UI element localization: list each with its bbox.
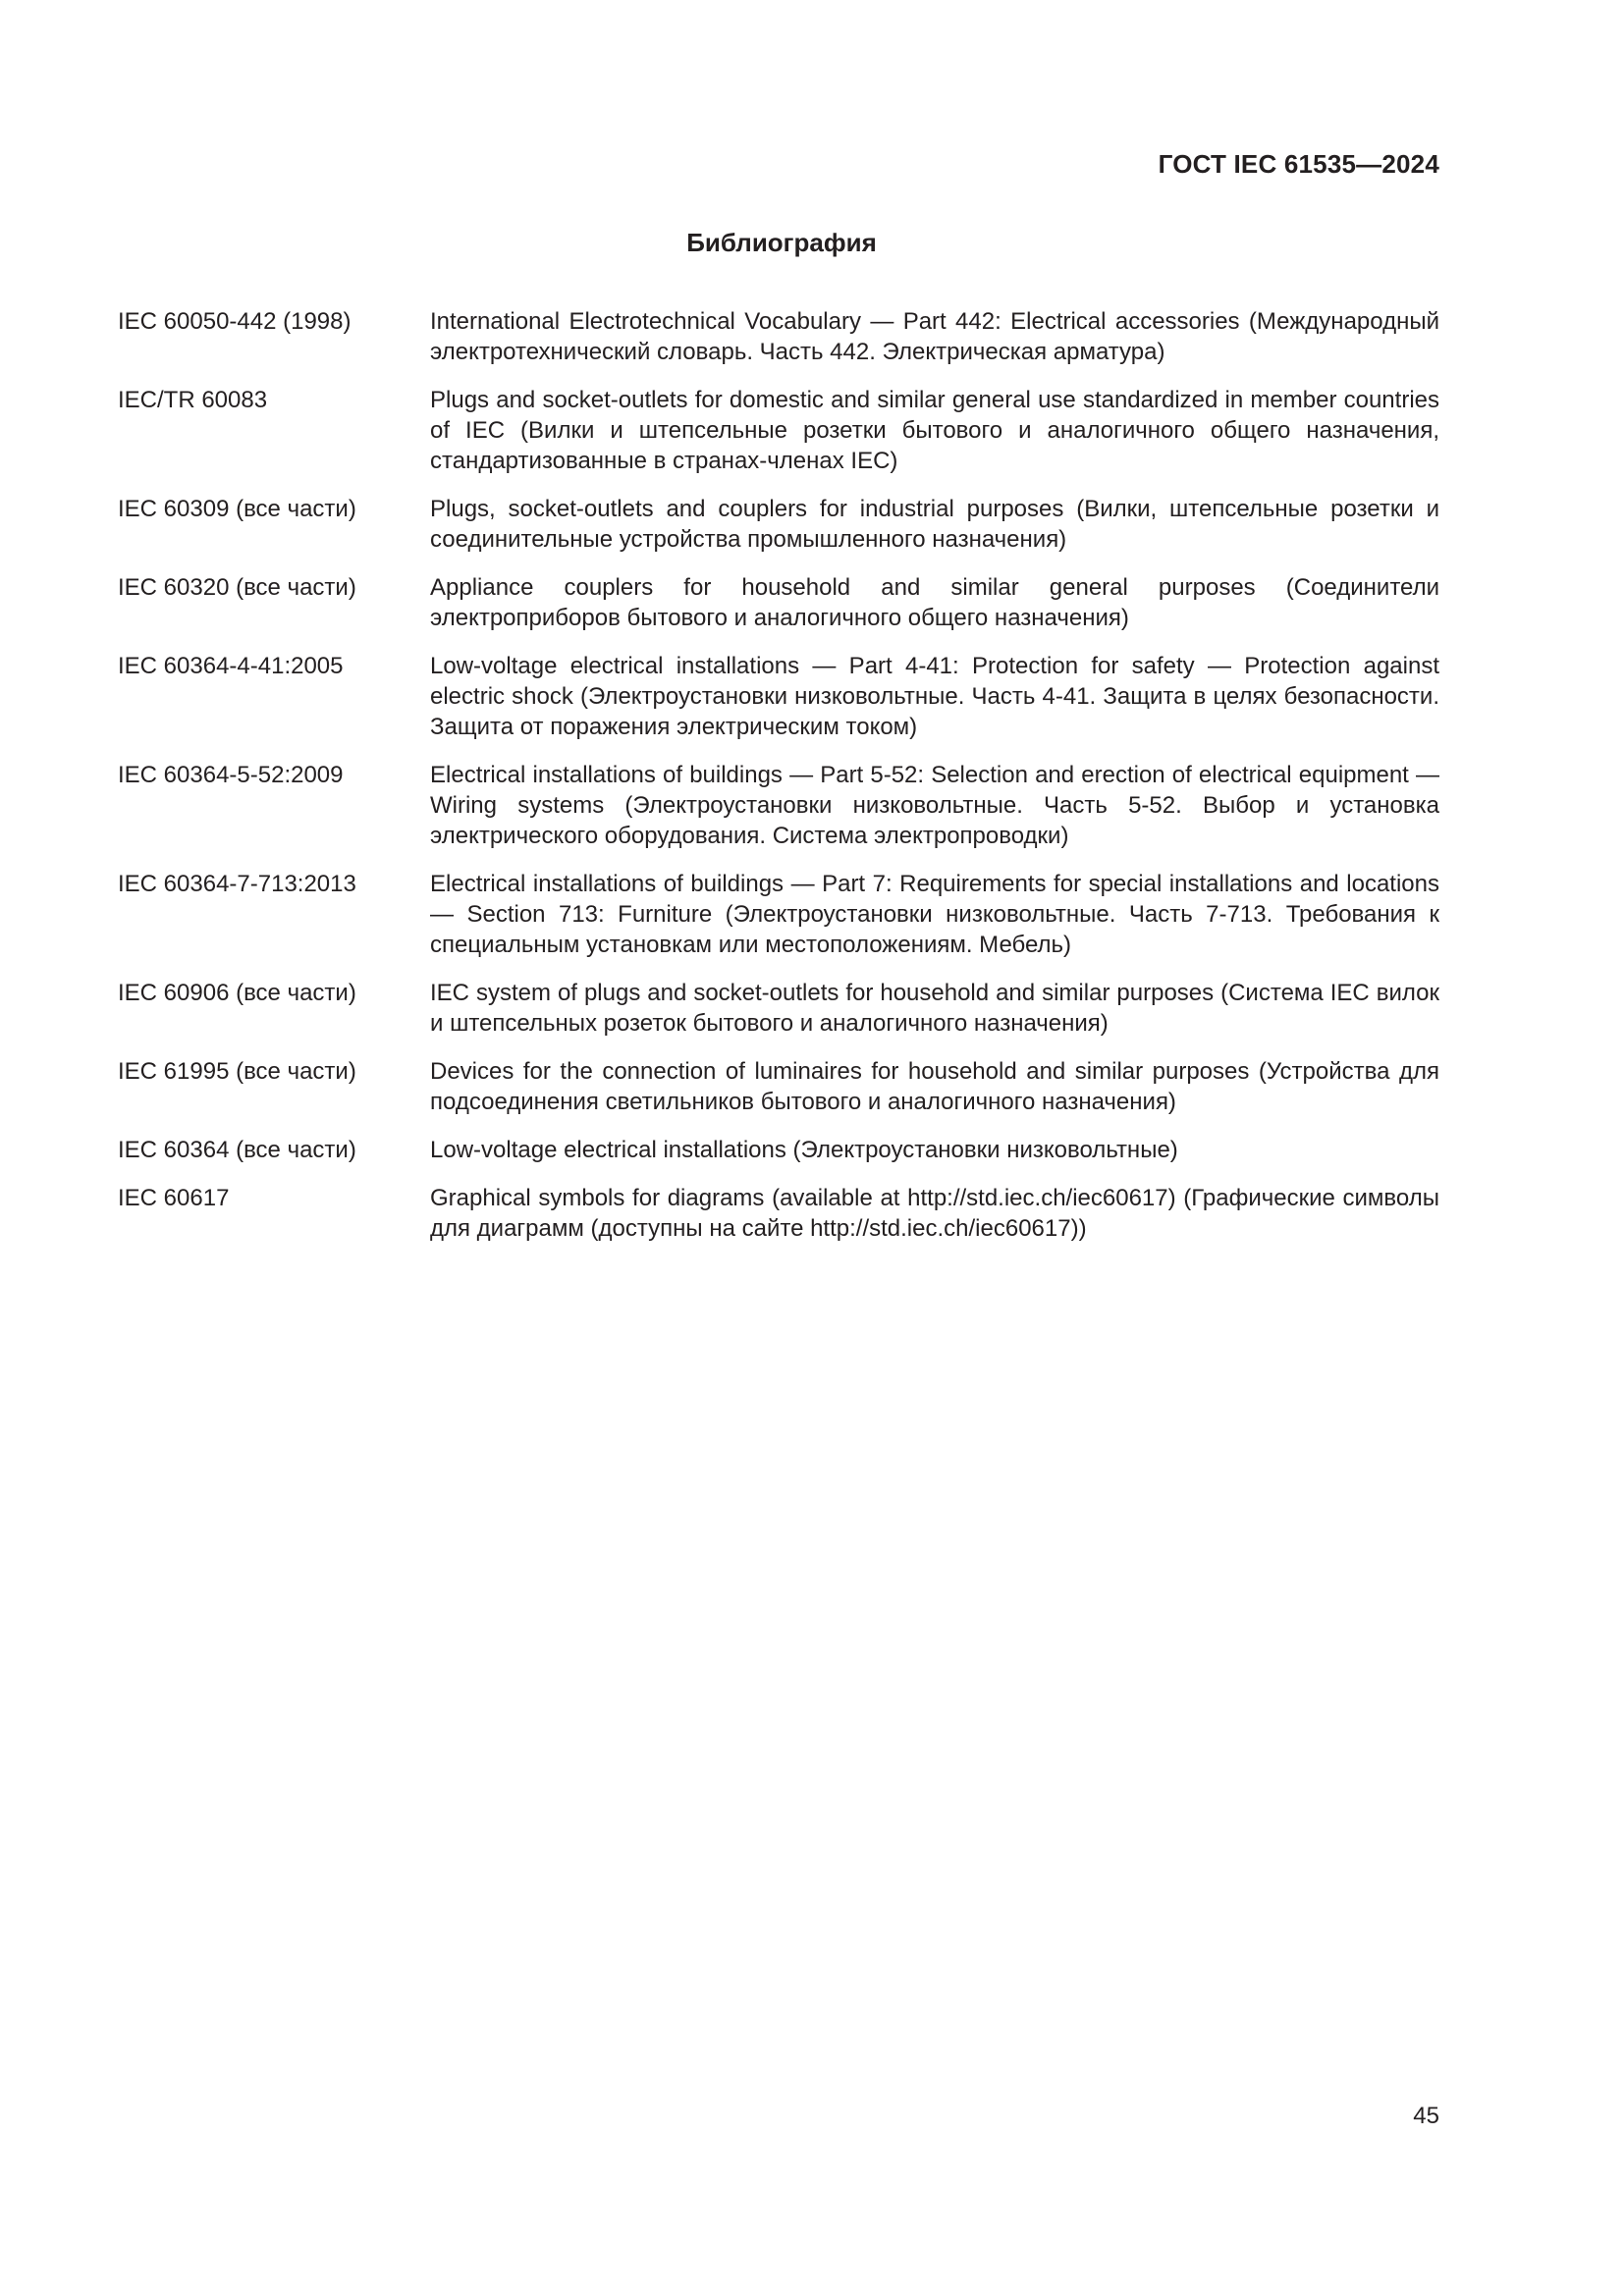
entry-description: Graphical symbols for diagrams (available at http://std.iec.ch/iec60617) (Графические символы для диаграмм (доступны на сайте http://std.iec.ch/iec60617)) bbox=[430, 1185, 1439, 1242]
entry-description: Electrical installations of buildings — Part 7: Requirements for special installations and locations — Section 713: Furniture (Электроустановки низковольтные. Часть 7-713. Требования к специальным установкам или местоположениям. Мебель) bbox=[430, 871, 1439, 958]
entry-reference: IEC 60320 (все части) bbox=[118, 574, 356, 601]
bibliography-entry bbox=[118, 1183, 1439, 1244]
bibliography-entry bbox=[118, 572, 1439, 633]
entry-reference: IEC/TR 60083 bbox=[118, 387, 268, 413]
entry-description: Electrical installations of buildings — Part 5-52: Selection and erection of electrical equipment — Wiring systems (Электроустановки низковольтные. Часть 5-52. Выбор и установка электрического оборудования. Система электропроводки) bbox=[430, 762, 1439, 849]
page-number: 45 bbox=[1413, 2103, 1439, 2129]
bibliography-entry bbox=[118, 494, 1439, 555]
entry-description: International Electrotechnical Vocabulary — Part 442: Electrical accessories (Международный электротехнический словарь. Часть 442. Электрическая арматура) bbox=[430, 308, 1439, 365]
document-code: ГОСТ IEC 61535—2024 bbox=[1158, 149, 1439, 179]
entry-reference: IEC 60364-7-713:2013 bbox=[118, 871, 356, 897]
bibliography-entry bbox=[118, 1135, 1439, 1165]
entry-description: IEC system of plugs and socket-outlets for household and similar purposes (Система IEC вилок и штепсельных розеток бытового и аналогичного назначения) bbox=[430, 980, 1439, 1037]
bibliography-entry bbox=[118, 385, 1439, 476]
entry-reference: IEC 60309 (все части) bbox=[118, 496, 356, 522]
bibliography-entry bbox=[118, 869, 1439, 960]
entry-description: Appliance couplers for household and similar general purposes (Соединители электроприборов бытового и аналогичного общего назначения) bbox=[430, 574, 1439, 631]
entry-description: Devices for the connection of luminaires for household and similar purposes (Устройства для подсоединения светильников бытового и аналогичного назначения) bbox=[430, 1058, 1439, 1115]
entry-description: Plugs and socket-outlets for domestic and similar general use standardized in member countries of IEC (Вилки и штепсельные розетки бытового и аналогичного общего назначения, стандартизованные в странах-членах IEC) bbox=[430, 387, 1439, 474]
entry-reference: IEC 61995 (все части) bbox=[118, 1058, 356, 1085]
entry-reference: IEC 60617 bbox=[118, 1185, 230, 1211]
section-title: Библиография bbox=[686, 228, 877, 257]
entry-description: Low-voltage electrical installations — Part 4-41: Protection for safety — Protection against electric shock (Электроустановки низковольтные. Часть 4-41. Защита в целях безопасности. Защита от поражения электрическим током) bbox=[430, 653, 1439, 740]
entry-description: Plugs, socket-outlets and couplers for industrial purposes (Вилки, штепсельные розетки и соединительные устройства промышленного назначения) bbox=[430, 496, 1439, 553]
bibliography-entry bbox=[118, 1056, 1439, 1117]
entry-reference: IEC 60364 (все части) bbox=[118, 1137, 356, 1163]
bibliography-entry bbox=[118, 760, 1439, 851]
entry-reference: IEC 60050-442 (1998) bbox=[118, 308, 352, 335]
entry-reference: IEC 60906 (все части) bbox=[118, 980, 356, 1006]
entry-reference: IEC 60364-5-52:2009 bbox=[118, 762, 344, 788]
entry-description: Low-voltage electrical installations (Электроустановки низковольтные) bbox=[430, 1137, 1178, 1163]
bibliography-list bbox=[118, 306, 1439, 1261]
entry-reference: IEC 60364-4-41:2005 bbox=[118, 653, 344, 679]
bibliography-entry bbox=[118, 651, 1439, 742]
bibliography-entry bbox=[118, 978, 1439, 1039]
bibliography-entry bbox=[118, 306, 1439, 367]
